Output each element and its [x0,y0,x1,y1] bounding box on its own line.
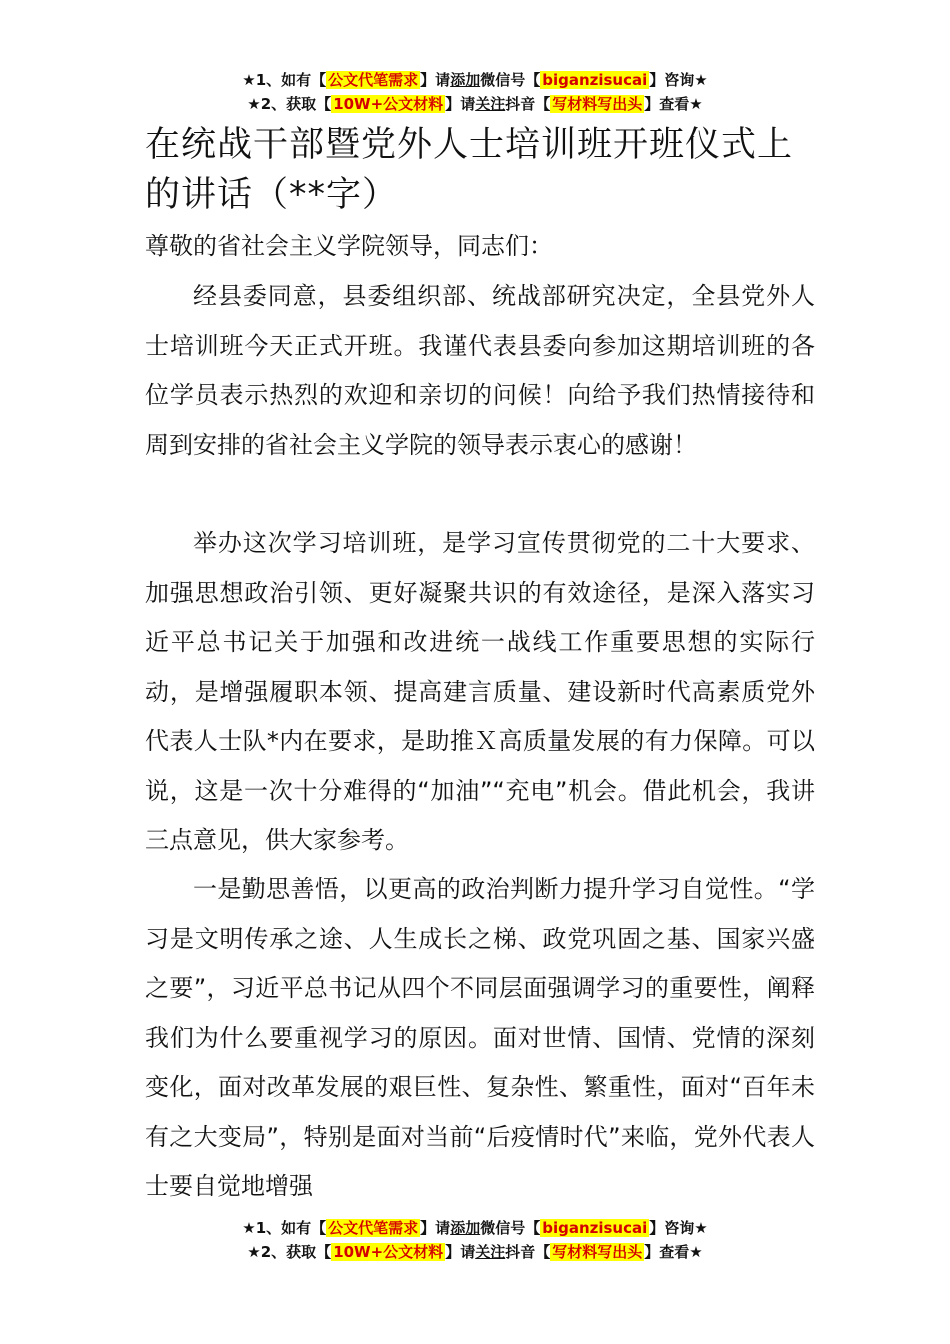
banner-text: 微信号【 [480,1219,541,1237]
salutation: 尊敬的省社会主义学院领导，同志们： [145,232,553,260]
banner-underlined-text: 关注 [475,1243,506,1261]
banner-text: 】请 [420,71,451,89]
banner-text: ★1、如有【 [242,1219,327,1237]
banner-text: 抖音【 [505,1243,551,1261]
banner-highlight: 公文代笔需求 [328,1219,419,1237]
bottom-banner [0,1216,950,1264]
banner-underlined-text: 关注 [475,95,506,113]
banner-text: 】咨询★ [649,71,708,89]
banner-highlight: biganzisucai [542,1219,648,1237]
banner-highlight: 写材料写出头 [552,1243,643,1261]
banner-text: 抖音【 [505,95,551,113]
top-banner [0,68,950,116]
banner-text: 】查看★ [644,1243,703,1261]
banner-text: 】查看★ [644,95,703,113]
banner-highlight: 写材料写出头 [552,95,643,113]
banner-text: ★2、获取【 [247,95,332,113]
banner-highlight: 10W+公文材料 [333,1243,444,1261]
paragraph-3: 一是勤思善悟，以更高的政治判断力提升学习自觉性。“学习是文明传承之途、人生成长之梯、政党巩固之基、国家兴盛之要”，习近平总书记从四个不同层面强调学习的重要性，阐释我们为什么要重视学习的原因。面对世情、国情、党情的深刻变化，面对改革发展的艰巨性、复杂性、繁重性，面对“百年未有之大变局”，特别是面对当前“后疫情时代”来临，党外代表人士要自觉地增强 [145,875,815,1200]
paragraph-1: 经县委同意，县委组织部、统战部研究决定，全县党外人士培训班今天正式开班。我谨代表县委向参加这期培训班的各位学员表示热烈的欢迎和亲切的问候！向给予我们热情接待和周到安排的省社会主义学院的领导表示衷心的感谢！ [145,282,815,459]
banner-line-1 [0,68,950,92]
banner-highlight: 公文代笔需求 [328,71,419,89]
banner-underlined-text: 添加 [450,1219,481,1237]
paragraph-2: 举办这次学习培训班，是学习宣传贯彻党的二十大要求、加强思想政治引领、更好凝聚共识的有效途径，是深入落实习近平总书记关于加强和改进统一战线工作重要思想的实际行动，是增强履职本领、提高建言质量、建设新时代高素质党外代表人士队*内在要求，是助推Ｘ高质量发展的有力保障。可以说，这是一次十分难得的“加油”“充电”机会。借此机会，我讲三点意见，供大家参考。 [145,529,815,854]
banner-line-2 [0,92,950,116]
banner-text: 】请 [445,1243,476,1261]
banner-underlined-text: 添加 [450,71,481,89]
banner-text: 微信号【 [480,71,541,89]
banner-highlight: biganzisucai [542,71,648,89]
banner-text: 】咨询★ [649,1219,708,1237]
banner-text: ★1、如有【 [242,71,327,89]
banner-text: ★2、获取【 [247,1243,332,1261]
banner-line-2 [0,1240,950,1264]
document-title: 在统战干部暨党外人士培训班开班仪式上的讲话（**字） [145,125,794,215]
banner-text: 】请 [445,95,476,113]
banner-text: 】请 [420,1219,451,1237]
banner-highlight: 10W+公文材料 [333,95,444,113]
banner-line-1 [0,1216,950,1240]
